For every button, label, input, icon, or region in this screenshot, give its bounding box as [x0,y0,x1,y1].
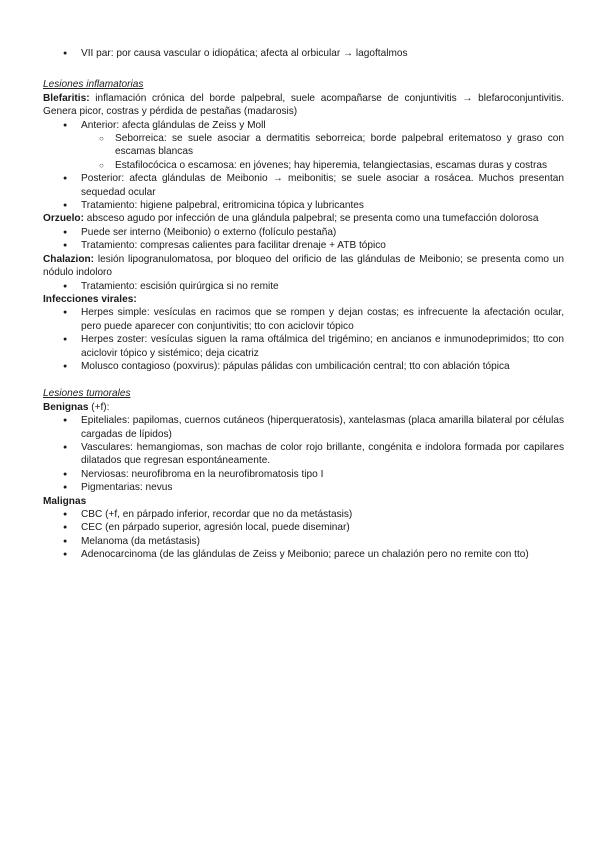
term-virales: Infecciones virales: [43,293,137,305]
term-chalazion: Chalazion: [43,253,95,265]
definition-text: inflamación crónica del borde palpebral, suele acompañarse de conjuntivitis → blefaroconjuntivitis. Genera picor, costras y pérdida de pestañas (madarosis) [43,92,564,118]
paragraph-malignas [43,495,564,508]
paragraph-virales [43,293,564,306]
list-item: ● Pigmentarias: nevus [43,481,564,494]
blefaritis-list [43,119,564,213]
definition-text: lesión lipogranulomatosa, por bloqueo del orificio de las glándulas de Meibonio; se presenta como un nódulo indoloro [43,253,564,279]
paragraph-orzuelo [43,212,564,225]
definition-text: absceso agudo por infección de una glándula palpebral; se presenta como una tumefacción dolorosa [83,213,539,225]
intro-list [43,47,564,60]
list-item: ● VII par: por causa vascular o idiopática; afecta al orbicular → lagoftalmos [43,47,564,60]
list-item: ● Puede ser interno (Meibonio) o externo (folículo pestaña) [43,226,564,239]
paragraph-chalazion [43,253,564,280]
list-item: ● Vasculares: hemangiomas, son machas de color rojo brillante, congénita e indolora formada por capilares dilatados que regresan espontáneamente. [43,441,564,468]
list-item-text: Anterior: afecta glándulas de Zeiss y Moll [81,119,266,131]
chalazion-list [43,280,564,293]
section-heading-tumorales: Lesiones tumorales [43,388,131,400]
list-item: ● Tratamiento: compresas calientes para facilitar drenaje + ATB tópico [43,239,564,252]
list-item: ● CEC (en párpado superior, agresión local, puede diseminar) [43,521,564,534]
list-item: ● Adenocarcinoma (de las glándulas de Zeiss y Meibonio; parece un chalazión pero no remite con tto) [43,548,564,561]
term-suffix: (+f): [88,401,110,413]
list-item: ● Herpes simple: vesículas en racimos que se rompen y dejan costas; es infrecuente la afectación ocular, pero puede aparecer con conjuntivitis; tto con aciclovir tópico [43,306,564,333]
list-item: ● Tratamiento: escisión quirúrgica si no remite [43,280,564,293]
sublist-item: ○ Estafilocócica o escamosa: en jóvenes; hay hiperemia, telangiectasias, escamas duras y costras [43,159,564,172]
anterior-sublist [43,132,564,172]
term-blefaritis: Blefaritis: [43,92,90,104]
list-item: ● Epiteliales: papilomas, cuernos cutáneos (hiperqueratosis), xantelasmas (placa amarilla bilateral por células cargadas de lípidos) [43,414,564,441]
document-content [43,47,564,562]
section-heading-inflamatorias: Lesiones inflamatorias [43,79,144,91]
benignas-list [43,414,564,494]
orzuelo-list [43,226,564,253]
list-item: ● Molusco contagioso (poxvirus): pápulas pálidas con umbilicación central; tto con ablación tópica [43,360,564,373]
list-item: ● Herpes zoster: vesículas siguen la rama oftálmica del trigémino; en ancianos e inmunodeprimidos; tto con aciclovir tópico y sistémico; deja cicatriz [43,333,564,360]
list-item: ● Melanoma (da metástasis) [43,535,564,548]
term-malignas: Malignas [43,495,87,507]
list-item: ● CBC (+f, en párpado inferior, recordar que no da metástasis) [43,508,564,521]
list-item: ● Tratamiento: higiene palpebral, eritromicina tópica y lubricantes [43,199,564,212]
sublist-item: ○ Seborreica: se suele asociar a dermatitis seborreica; borde palpebral eritematoso y graso con escamas blancas [43,132,564,159]
paragraph-blefaritis [43,92,564,119]
term-orzuelo: Orzuelo: [43,213,84,225]
list-item [43,119,564,173]
virales-list [43,306,564,373]
term-benignas: Benignas [43,401,89,413]
list-item: ● Posterior: afecta glándulas de Meibonio → meibonitis; se suele asociar a rosácea. Muchos presentan sequedad ocular [43,172,564,199]
paragraph-benignas [43,401,564,414]
malignas-list [43,508,564,562]
list-item: ● Nerviosas: neurofibroma en la neurofibromatosis tipo I [43,468,564,481]
